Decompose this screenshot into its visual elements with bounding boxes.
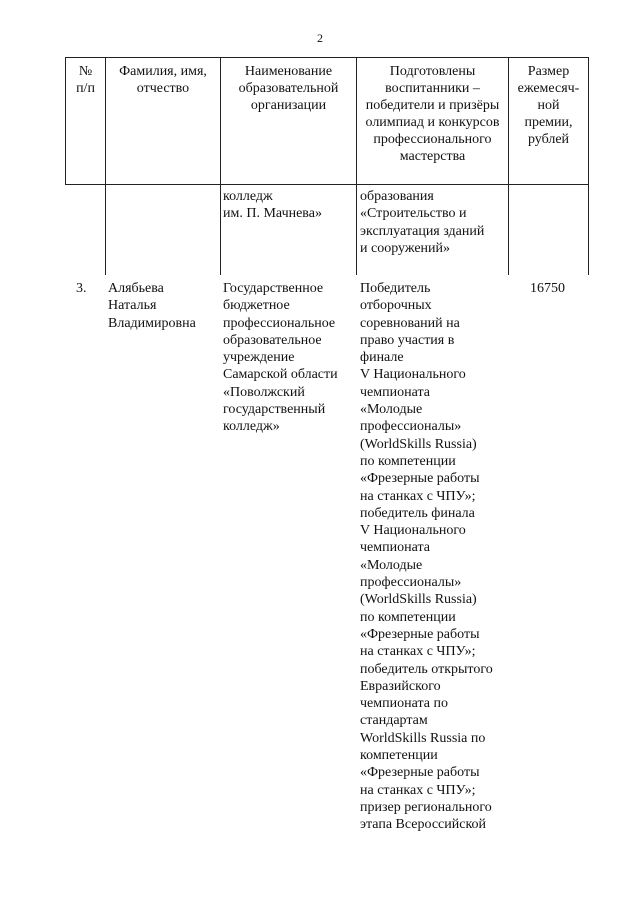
column-divider bbox=[508, 185, 509, 275]
continuation-achievements: образования «Строительство и эксплуатация зданий и сооружений» bbox=[360, 189, 485, 256]
column-divider bbox=[356, 185, 357, 275]
table-header bbox=[65, 57, 589, 185]
column-divider bbox=[588, 185, 589, 275]
header-achievements: Подготовлены воспитанники – победители и призёры олимпиад и конкурсов профессионального мастерства bbox=[357, 58, 509, 184]
page-number: 2 bbox=[317, 31, 323, 45]
header-organization: Наименование образовательной организации bbox=[221, 58, 357, 184]
continuation-organization: колледж им. П. Мачнева» bbox=[223, 189, 322, 222]
row-achievements: Победитель отборочных соревнований на право участия в финале V Национального чемпионата «Молодые профессионалы» (WorldSkills Russia) по компетенции «Фрезерные работы на станках с ЧПУ»; победитель финала V Национального чемпионата «Молодые профессионалы» (WorldSkills Russia) по компетенции «Фрезерные работы на станках с ЧПУ»; победитель открытого Евразийского чемпионата по стандартам WorldSkills Russia по компетенции «Фрезерные работы на станках с ЧПУ»; призер регионального этапа Всероссийской bbox=[360, 281, 493, 833]
row-number: 3. bbox=[76, 281, 87, 296]
row-name: Алябьева Наталья Владимировна bbox=[108, 281, 196, 331]
header-name: Фамилия, имя, отчество bbox=[106, 58, 221, 184]
header-bonus: Размер ежемесяч- ной премии, рублей bbox=[517, 64, 580, 147]
header-number: № п/п bbox=[66, 58, 106, 184]
row-bonus: 16750 bbox=[530, 281, 565, 296]
column-divider bbox=[105, 185, 106, 275]
column-divider bbox=[220, 185, 221, 275]
row-organization: Государственное бюджетное профессиональное образовательное учреждение Самарской области «Поволжский государственный колледж» bbox=[223, 281, 338, 435]
